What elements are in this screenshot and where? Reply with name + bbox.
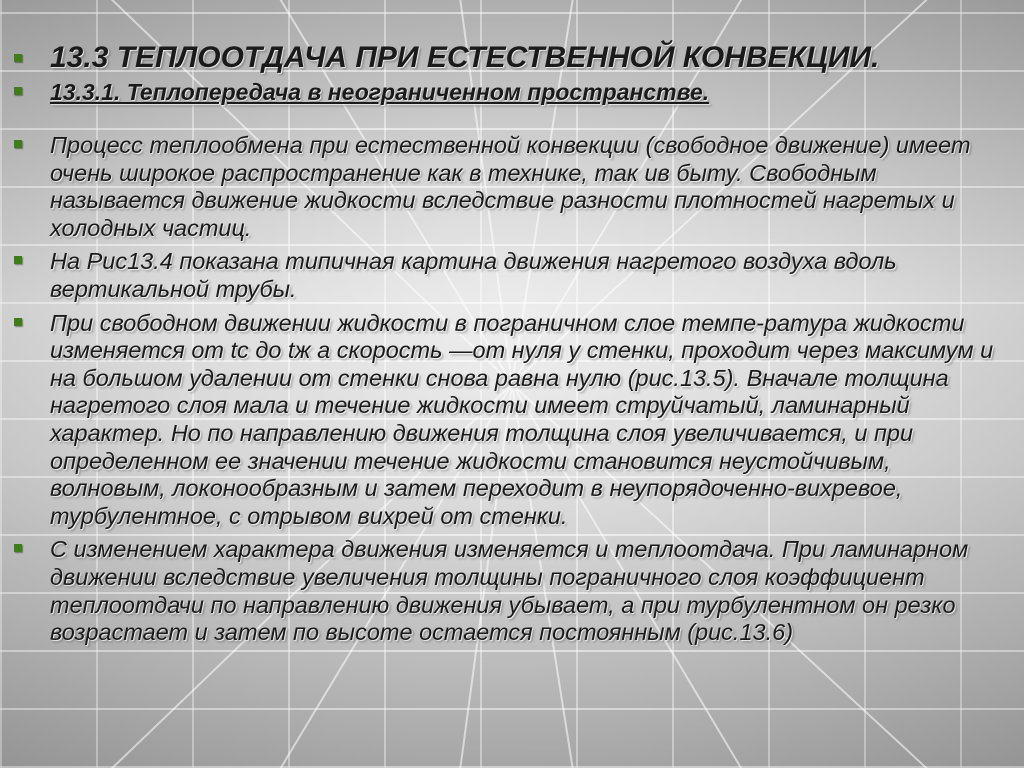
- paragraph-text: На Рис13.4 показана типичная картина движения нагретого воздуха вдоль вертикальной трубы.: [50, 248, 897, 302]
- square-bullet-icon: [14, 54, 22, 62]
- subtitle-text: 13.3.1. Теплопередача в неограниченном пространстве.: [50, 79, 710, 105]
- slide-subtitle: [14, 78, 1012, 106]
- square-bullet-icon: [14, 256, 22, 264]
- square-bullet-icon: [14, 544, 22, 552]
- paragraph-2: [14, 248, 1012, 303]
- paragraph-text: С изменением характера движения изменяется и теплоотдача. При ламинарном движении вследствие увеличения толщины пограничного слоя коэффициент теплоотдачи по направлению движения убывает, а при турбулентном он резко возрастает и затем по высоте остается постоянным (рис.13.6): [50, 536, 969, 646]
- paragraph-1: [14, 132, 1012, 242]
- slide-content: [14, 40, 1012, 653]
- square-bullet-icon: [14, 87, 22, 95]
- paragraph-text: При свободном движении жидкости в пограничном слое темпе-ратура жидкости изменяется от tс до tж а скорость —от нуля у стенки, проходит через максимум и на большом удалении от стенки снова равна нулю (рис.13.5). Вначале толщина нагретого слоя мала и течение жидкости имеет струйчатый, ламинарный характер. Но по направлению движения толщина слоя увеличивается, и при определенном ее значении течение жидкости становится неустойчивым, волновым, локонообразным и затем переходит в неупорядоченно-вихревое, турбулентное, с отрывом вихрей от стенки.: [50, 309, 994, 529]
- title-text: 13.3 ТЕПЛООТДАЧА ПРИ ЕСТЕСТВЕННОЙ КОНВЕКЦИИ.: [50, 41, 880, 74]
- paragraph-text: Процесс теплообмена при естественной конвекции (свободное движение) имеет очень широкое распространение как в технике, так ив быту. Свободным называется движение жидкости вследствие разности плотностей нагретых и холодных частиц.: [50, 132, 971, 241]
- paragraph-4: [14, 536, 1012, 646]
- slide-title: [14, 40, 1012, 76]
- square-bullet-icon: [14, 140, 22, 148]
- square-bullet-icon: [14, 318, 22, 326]
- paragraph-3: [14, 310, 1012, 531]
